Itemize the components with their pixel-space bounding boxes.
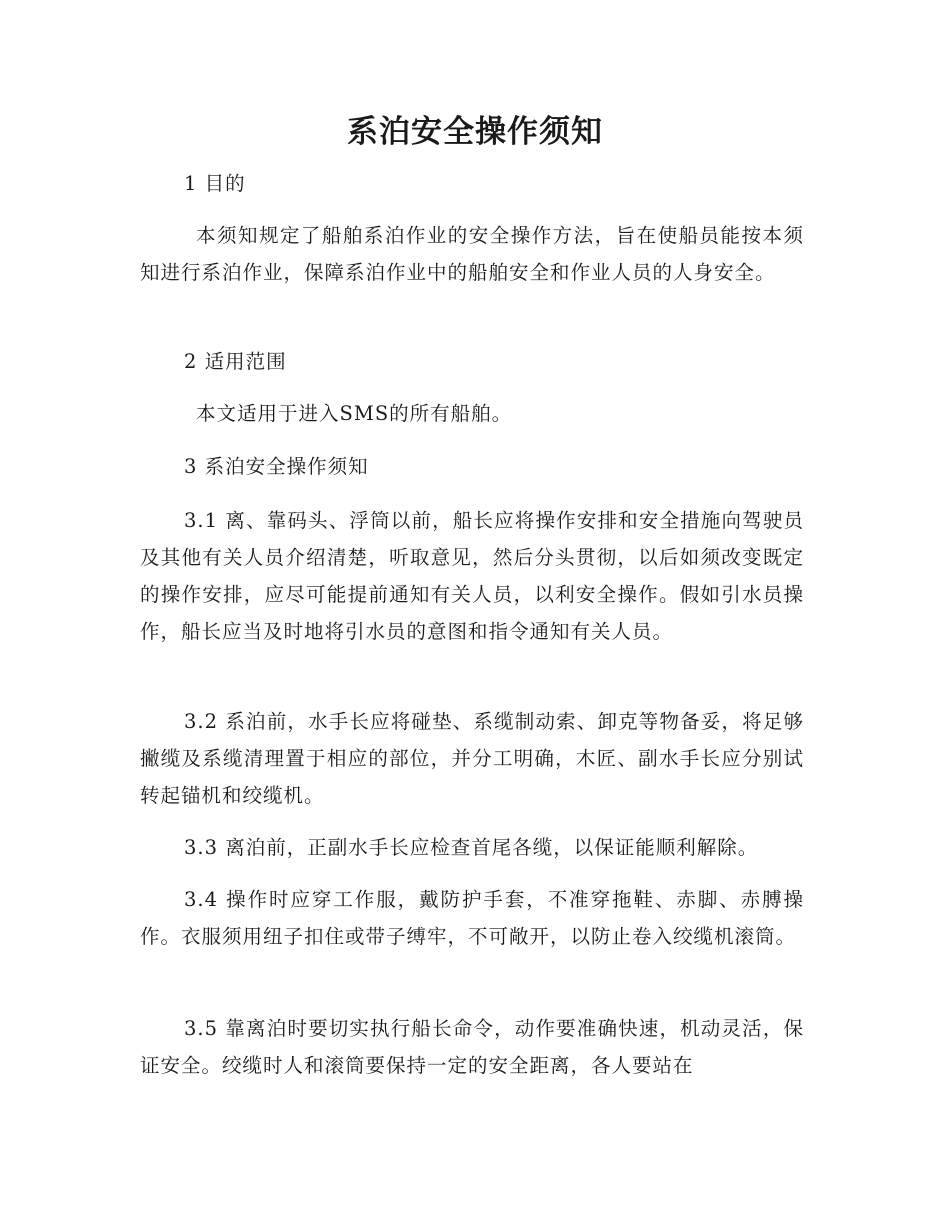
paragraph-purpose: 本须知规定了船舶系泊作业的安全操作方法，旨在使船员能按本须知进行系泊作业，保障系泊作业中的船舶安全和作业人员的人身安全。 bbox=[140, 224, 804, 284]
paragraph-3-2: 3.2 系泊前，水手长应将碰垫、系缆制动索、卸克等物备妥，将足够撇缆及系缆清理置于相应的部位，并分工明确，木匠、副水手长应分别试转起锚机和绞缆机。 bbox=[140, 710, 804, 807]
section-heading-mooring: 3 系泊安全操作须知 bbox=[184, 455, 369, 478]
paragraph-3-3: 3.3 离泊前，正副水手长应检查首尾各缆，以保证能顺利解除。 bbox=[184, 836, 759, 859]
paragraph-3-1: 3.1 离、靠码头、浮筒以前，船长应将操作安排和安全措施向驾驶员及其他有关人员介绍清楚，听取意见，然后分头贯彻，以后如须改变既定的操作安排，应尽可能提前通知有关人员，以利安全操作。假如引水员操作，船长应当及时地将引水员的意图和指令通知有关人员。 bbox=[140, 509, 804, 643]
paragraph-scope: 本文适用于进入SMS的所有船舶。 bbox=[196, 402, 513, 425]
section-heading-scope: 2 适用范围 bbox=[184, 350, 287, 373]
document-title: 系泊安全操作须知 bbox=[347, 114, 603, 150]
paragraph-3-4: 3.4 操作时应穿工作服，戴防护手套，不准穿拖鞋、赤脚、赤膊操作。衣服须用纽子扣住或带子缚牢，不可敞开，以防止卷入绞缆机滚筒。 bbox=[140, 888, 804, 948]
paragraph-3-5: 3.5 靠离泊时要切实执行船长命令，动作要准确快速，机动灵活，保证安全。绞缆时人和滚筒要保持一定的安全距离，各人要站在 bbox=[140, 1017, 804, 1077]
section-heading-purpose: 1 目的 bbox=[184, 172, 246, 195]
